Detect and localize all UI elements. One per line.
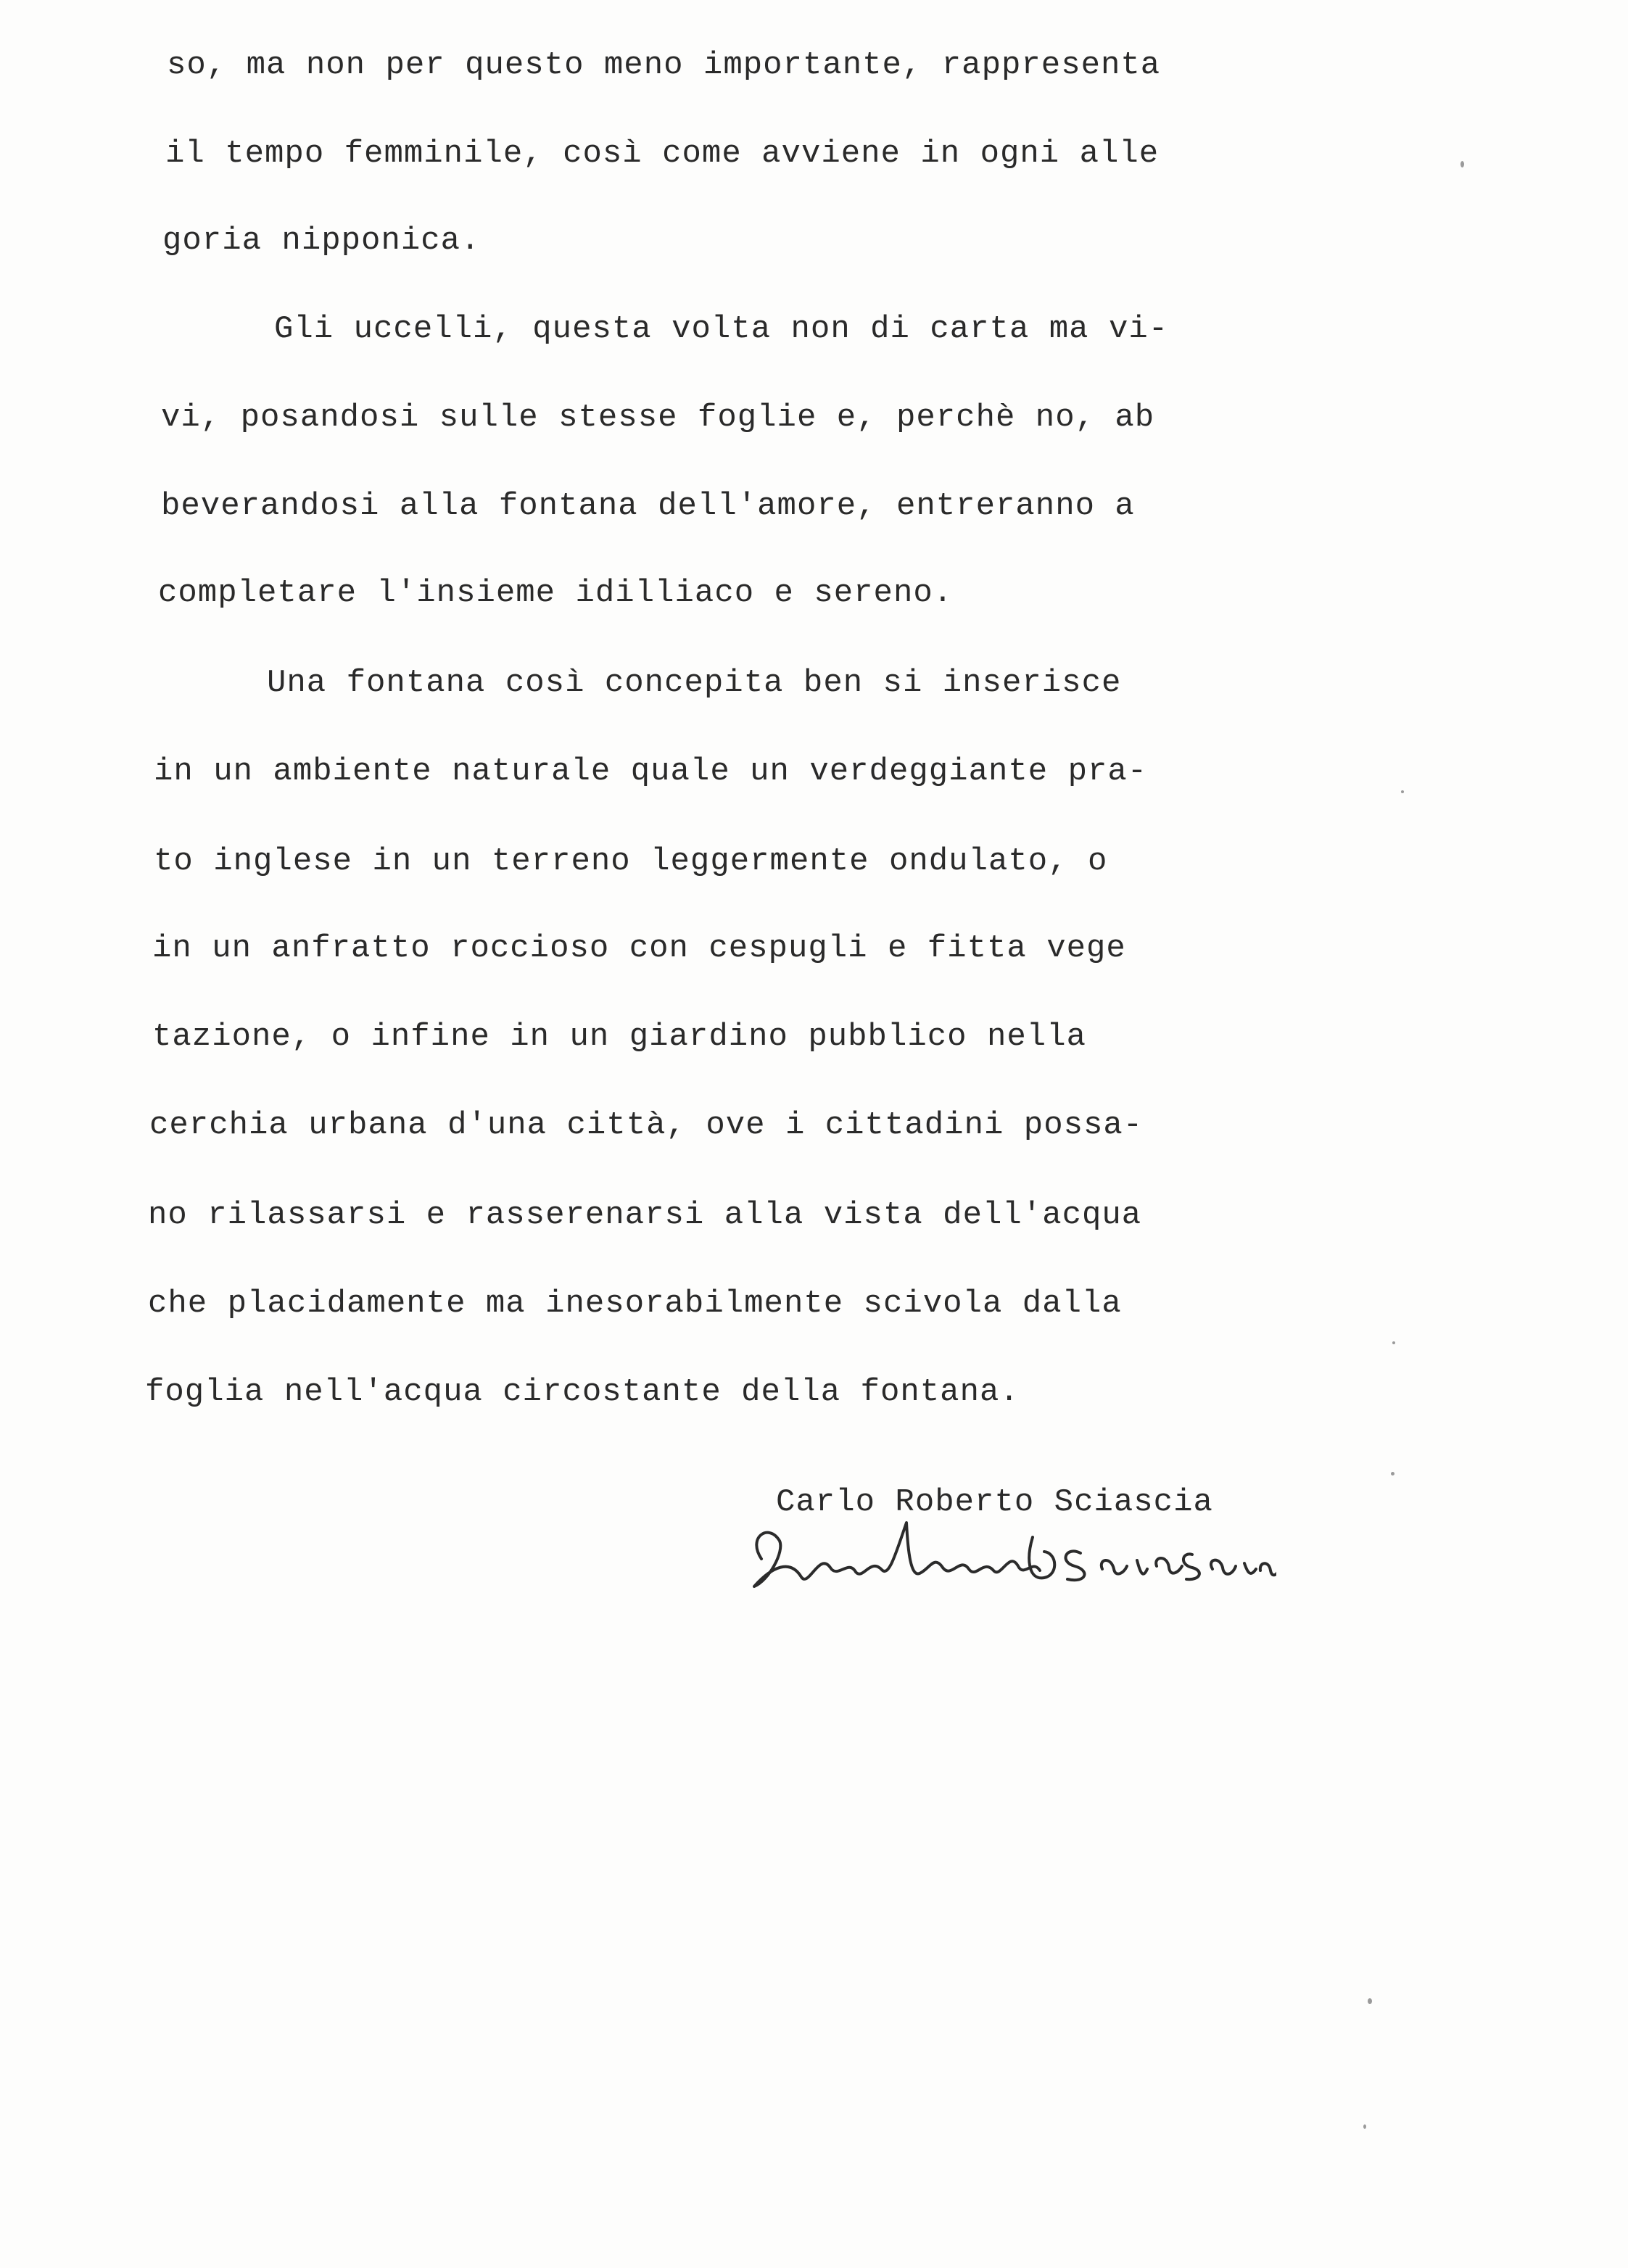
text-line: so, ma non per questo meno importante, rappresenta [167,47,1161,83]
text-line: Gli uccelli, questa volta non di carta ma vi- [274,311,1169,347]
text-line: tazione, o infine in un giardino pubblico nella [152,1019,1087,1055]
text-line: cerchia urbana d'una città, ove i cittadini possa- [149,1107,1144,1143]
paper-speck [1392,1341,1395,1344]
text-line: completare l'insieme idilliaco e sereno. [158,575,954,611]
text-line: foglia nell'acqua circostante della fontana. [145,1374,1020,1410]
text-line: to inglese in un terreno leggermente ondulato, o [154,843,1108,880]
paper-speck [1401,790,1404,793]
paper-speck [1391,1472,1394,1476]
text-line: in un ambiente naturale quale un verdeggiante pra- [154,753,1148,790]
handwritten-signature [740,1508,1276,1602]
text-line: in un anfratto roccioso con cespugli e fitta vege [152,930,1126,967]
text-line: no rilassarsi e rasserenarsi alla vista dell'acqua [148,1197,1142,1233]
paper-speck [1363,2124,1366,2129]
text-line: goria nipponica. [162,223,481,259]
text-line: Una fontana così concepita ben si inserisce [267,665,1122,701]
text-line: il tempo femminile, così come avviene in ogni alle [165,136,1160,172]
text-line: che placidamente ma inesorabilmente scivola dalla [148,1286,1122,1322]
text-line: vi, posandosi sulle stesse foglie e, perchè no, ab [161,400,1155,436]
paper-speck [1368,1998,1372,2004]
text-line: beverandosi alla fontana dell'amore, entreranno a [161,488,1135,524]
paper-speck [1460,161,1464,167]
author-name: Carlo Roberto Sciascia [776,1484,1213,1520]
